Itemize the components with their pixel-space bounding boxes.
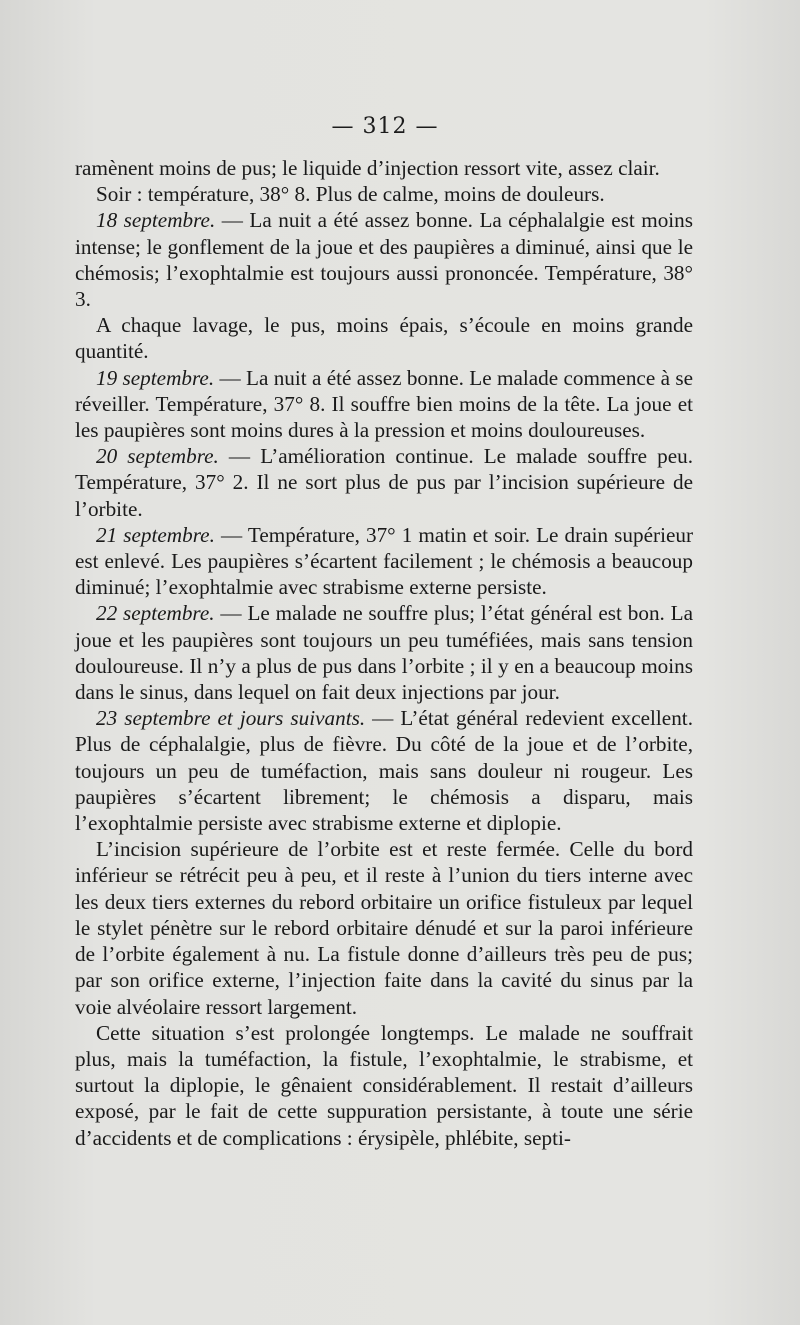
paragraph (75, 522, 693, 601)
paragraph-text: — Le malade ne souffre plus; l’état général est bon. La joue et les paupières sont toujours un peu tuméfiées, mais sans tension douloureuse. Il n’y a plus de pus dans l’orbite ; il y en a beaucoup moins dans le sinus, dans lequel on fait deux injections par jour. (75, 601, 694, 705)
paragraph-text: Soir : température, 38° 8. Plus de calme, moins de douleurs. (96, 182, 605, 207)
entry-date: 21 septembre. (96, 522, 215, 547)
paragraph (75, 365, 693, 444)
entry-date: 20 septembre. (96, 444, 219, 469)
entry-date: 19 septembre. (96, 365, 215, 390)
entry-date: 18 septembre. (96, 208, 216, 233)
paragraph-text: A chaque lavage, le pus, moins épais, s’écoule en moins grande quantité. (75, 313, 693, 364)
paragraph-text: ramènent moins de pus; le liquide d’injection ressort vite, assez clair. (75, 156, 660, 180)
body-text (75, 155, 693, 1151)
paragraph (75, 312, 693, 364)
page-number: — 312 — (331, 114, 439, 139)
entry-date: 22 septembre. (96, 601, 215, 626)
paragraph (75, 600, 693, 705)
paragraph (75, 207, 693, 312)
paragraph-text: — La nuit a été assez bonne. La céphalalgie est moins intense; le gonflement de la joue et des paupières a diminué, ainsi que le chémosis; l’exophtalmie est toujours aussi prononcée. Température, 38° 3. (75, 208, 694, 312)
paragraph (75, 443, 693, 522)
paragraph (75, 705, 693, 836)
paragraph-text: — La nuit a été assez bonne. Le malade commence à se réveiller. Température, 37° 8. Il souffre bien moins de la tête. La joue et les paupières sont moins dures à la pression et moins douloureuses. (75, 365, 693, 443)
entry-date: 23 septembre et jours suivants. (96, 706, 366, 731)
paragraph (75, 836, 693, 1019)
paragraph-text: Cette situation s’est prolongée longtemps. Le malade ne souffrait plus, mais la tuméfaction, la fistule, l’exophtalmie, le strabisme, et surtout la diplopie, le gênaient considérablement. Il restait d’ailleurs exposé, par le fait de cette suppuration persistante, à toute une série d’accidents et de complications : érysipèle, phlébite, septi- (75, 1020, 693, 1150)
paragraph (75, 155, 693, 181)
paragraph-text: — L’amélioration continue. Le malade souffre peu. Température, 37° 2. Il ne sort plus de pus par l’incision supérieure de l’orbite. (75, 444, 693, 521)
paragraph (75, 181, 693, 207)
paragraph-text: L’incision supérieure de l’orbite est et reste fermée. Celle du bord inférieur se rétrécit peu à peu, et il reste à l’union du tiers interne avec les deux tiers externes du rebord orbitaire un orifice fistuleux par lequel le stylet pénètre sur le rebord orbitaire dénudé et sur la paroi inférieure de l’orbite également à nu. La fistule donne d’ailleurs très peu de pus; par son orifice externe, l’injection faite dans la cavité du sinus par la voie alvéolaire ressort largement. (75, 837, 693, 1019)
paragraph-text: — Température, 37° 1 matin et soir. Le drain supérieur est enlevé. Les paupières s’écartent facilement ; le chémosis a beaucoup diminué; l’exophtalmie avec strabisme externe persiste. (75, 522, 694, 600)
paragraph (75, 1020, 693, 1151)
paragraph-text: — L’état général redevient excellent. Plus de céphalalgie, plus de fièvre. Du côté de la joue et de l’orbite, toujours un peu de tuméfaction, mais sans douleur ni rougeur. Les paupières s’écartent librement; le chémosis a disparu, mais l’exophtalmie persiste avec strabisme externe et diplopie. (75, 706, 693, 836)
